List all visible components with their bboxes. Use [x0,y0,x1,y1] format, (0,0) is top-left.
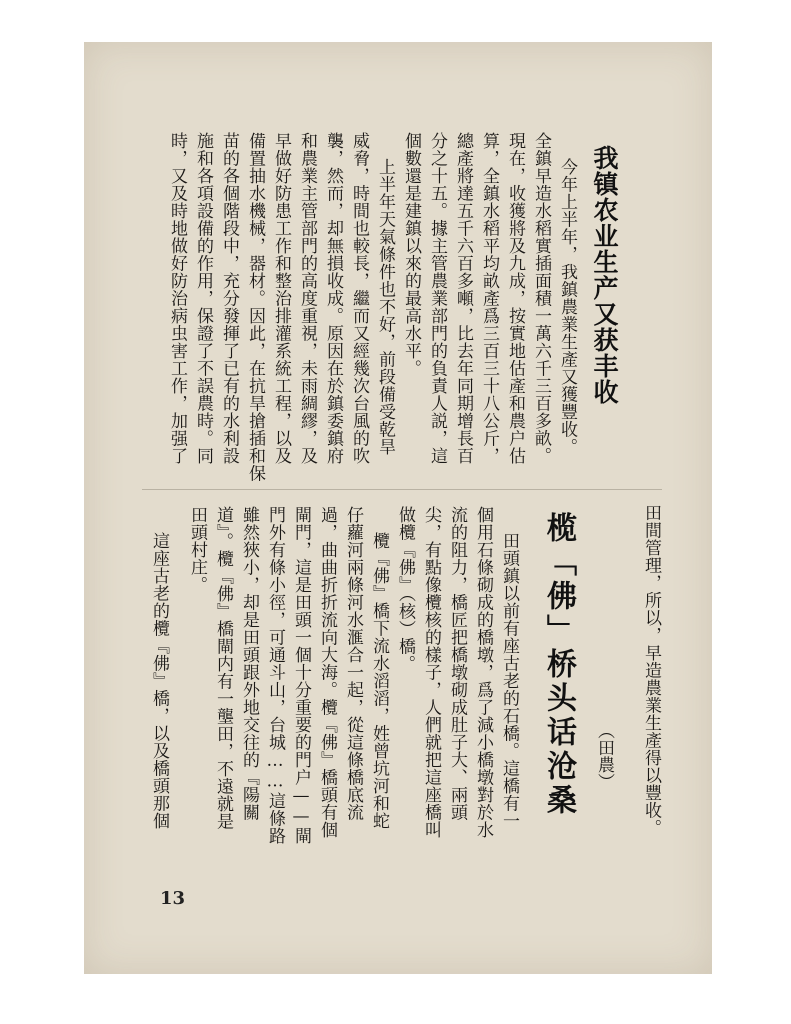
magazine-page [84,42,712,974]
article1-line: 早做好防患工作和整治排灌系統工程，以及 [271,132,291,465]
article1-line: 算，全鎮水稻平均畝產爲三百三十八公斤， [479,132,499,465]
article1-line: 時，又及時地做好防治病虫害工作，加强了 [167,132,187,465]
article1-byline: （田農） [594,722,614,790]
article2-line: 個用石條砌成的橋墩，爲了減小橋墩對於水 [473,506,493,839]
article1-line: 全鎮早造水稻實插面積一萬六千三百多畝。 [531,132,551,465]
article2-line: 這座古老的欖『佛』橋，以及橋頭那個 [149,532,169,830]
article2-line: 雖然狹小，却是田頭跟外地交往的『陽關 [239,506,259,821]
article1-line: 今年上半年，我鎮農業生產又獲豐收。 [557,158,577,456]
article2-line: 尖，有點像欖核的樣子，人們就把這座橋叫 [421,506,441,839]
article1-line: 和農業主管部門的高度重視，未雨綢繆，及 [297,132,317,465]
article2-line: 仔蘿河兩條河水滙合一起，從這條橋底流 [343,506,363,821]
article1-line: 上半年天氣條件也不好，前段備受乾旱 [375,158,395,456]
page-number: 13 [160,888,186,909]
article2-line: 田頭村庄。 [187,506,207,594]
article2-line: 做欖『佛』（核）橋。 [395,506,415,673]
article1-line: 總產將達五千六百多噸，比去年同期增長百 [453,132,473,465]
article2-line: 過，曲曲折折流向大海。欖『佛』橋頭有個 [317,506,337,839]
article1-line: 個數還是建鎮以來的最高水平。 [401,132,421,377]
article1-line: 分之十五。據主管農業部門的負責人説，這 [427,132,447,465]
article1-line: 備置抽水機械，器材。因此，在抗旱搶插和保 [245,132,265,482]
article1-line: 苗的各個階段中，充分發揮了已有的水利設 [219,132,239,465]
article1-line: 襲，然而，却無損收成。原因在於鎮委鎮府 [323,132,343,465]
article1-line: 施和各項設備的作用，保證了不誤農時。同 [193,132,213,465]
article2-line: 田頭鎮以前有座古老的石橋。這橋有一 [499,532,519,830]
article1-title: 我镇农业生产又获丰收 [590,145,619,405]
article2-line: 門外有條小徑，可通斗山，台城……這條路 [265,506,285,845]
article1-tail-line: 田間管理，所以，早造農業生產得以豐收。 [641,504,661,837]
article2-line: 閘門，這是田頭一個十分重要的門户——閘 [291,506,311,845]
section-divider [142,489,662,490]
article2-line: 道』。欖『佛』橋閘内有一壟田，不遠就是 [213,506,233,830]
article2-line: 欖『佛』橋下流水滔滔，姓曾坑河和蛇 [369,532,389,830]
article1-line: 現在，收獲將及九成，按實地估產和農户估 [505,132,525,465]
article2-title: 榄「佛」桥头话沧桑 [541,512,576,818]
article2-line: 流的阻力，橋匠把橋墩砌成肚子大、兩頭 [447,506,467,821]
article1-line: 威脅，時間也較長，繼而又經幾次台風的吹 [349,132,369,465]
